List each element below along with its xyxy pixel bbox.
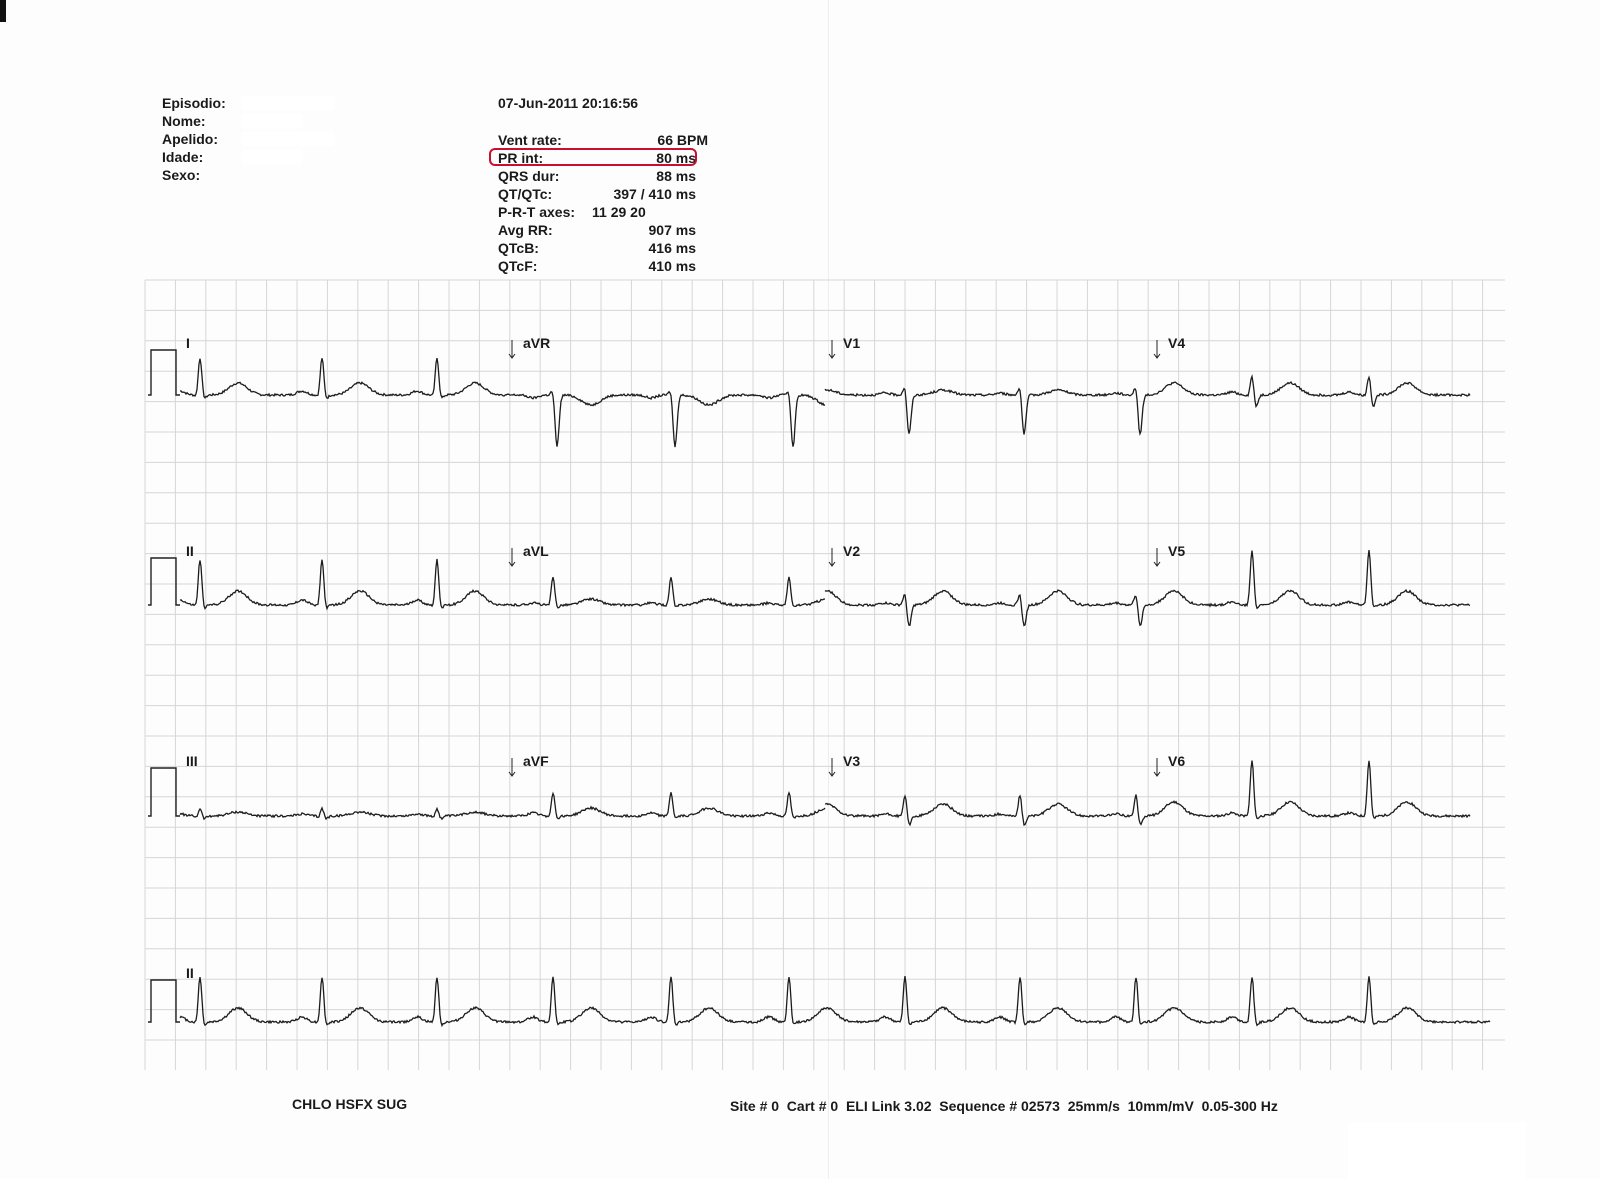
measurement-row-qtcb bbox=[498, 239, 708, 257]
redacted-field bbox=[242, 132, 334, 146]
lead-switch-marker bbox=[829, 340, 835, 358]
age-label: Idade: bbox=[162, 149, 204, 165]
measurement-value: 11 29 20 bbox=[592, 204, 646, 220]
ecg-traces bbox=[148, 350, 1490, 1026]
measurement-row-axes bbox=[498, 203, 708, 221]
lead-label: II bbox=[186, 543, 194, 559]
ecg-trace-avl bbox=[505, 577, 825, 608]
patient-row-name bbox=[162, 112, 334, 130]
pr-interval-highlight bbox=[489, 148, 697, 166]
measurement-label: PR int: bbox=[498, 150, 544, 166]
patient-row-sex bbox=[162, 166, 334, 184]
redacted-field bbox=[242, 114, 302, 128]
sex-label: Sexo: bbox=[162, 167, 201, 183]
measurement-row-qrs-dur bbox=[498, 167, 708, 185]
measurement-label: QTcB: bbox=[498, 240, 539, 256]
patient-row-surname bbox=[162, 130, 334, 148]
measurement-row-qtcf bbox=[498, 257, 708, 275]
measurement-value: 80 ms bbox=[656, 150, 696, 166]
ecg-trace-v2 bbox=[825, 590, 1150, 625]
lead-switch-marker bbox=[1154, 758, 1160, 776]
measurement-row-vent-rate bbox=[498, 131, 708, 149]
measurement-label: QTcF: bbox=[498, 258, 538, 274]
name-label: Nome: bbox=[162, 113, 206, 129]
lead-label: V4 bbox=[1168, 335, 1186, 351]
ecg-trace-avf bbox=[505, 792, 825, 818]
lead-switch-marker bbox=[1154, 548, 1160, 566]
surname-label: Apelido: bbox=[162, 131, 218, 147]
ecg-trace-avr bbox=[505, 392, 825, 447]
measurement-value: 66 BPM bbox=[657, 132, 708, 148]
measurement-label: P-R-T axes: bbox=[498, 204, 576, 220]
measurement-value: 88 ms bbox=[656, 168, 696, 184]
redacted-field bbox=[242, 150, 302, 164]
institution-label: CHLO HSFX SUG bbox=[292, 1096, 408, 1112]
lead-label: V1 bbox=[843, 335, 861, 351]
measurement-label: QRS dur: bbox=[498, 168, 560, 184]
ecg-trace-v3 bbox=[825, 795, 1150, 826]
measurement-row-avg-rr bbox=[498, 221, 708, 239]
ecg-trace-i bbox=[180, 358, 505, 398]
measurement-row-qt-qtc bbox=[498, 185, 708, 203]
ecg-grid bbox=[145, 280, 1505, 1070]
measurement-value: 397 / 410 ms bbox=[613, 186, 696, 202]
lead-label: aVR bbox=[523, 335, 551, 351]
lead-switch-marker bbox=[829, 758, 835, 776]
lead-label: V5 bbox=[1168, 543, 1186, 559]
redacted-field bbox=[242, 96, 334, 110]
episode-label: Episodio: bbox=[162, 95, 226, 111]
lead-label: aVF bbox=[523, 753, 549, 769]
measurement-value: 416 ms bbox=[648, 240, 696, 256]
measurement-label: Avg RR: bbox=[498, 222, 553, 238]
ecg-trace-v1 bbox=[825, 389, 1150, 435]
lead-label: V2 bbox=[843, 543, 861, 559]
recording-datetime: 07-Jun-2011 20:16:56 bbox=[498, 95, 639, 111]
measurement-label: Vent rate: bbox=[498, 132, 562, 148]
device-info: Site # 0 Cart # 0 ELI Link 3.02 Sequence # 02573 25mm/s 10mm/mV 0.05-300 Hz bbox=[730, 1098, 1278, 1114]
lead-label: V6 bbox=[1168, 753, 1186, 769]
patient-row-age bbox=[162, 148, 334, 166]
redacted-patch bbox=[1348, 1122, 1526, 1179]
lead-switch-marker bbox=[829, 548, 835, 566]
ecg-trace-iii bbox=[180, 808, 505, 819]
ecg-trace-ii bbox=[180, 976, 1490, 1025]
measurement-value: 907 ms bbox=[648, 222, 696, 238]
measurement-value: 410 ms bbox=[648, 258, 696, 274]
lead-label: III bbox=[186, 753, 198, 769]
patient-row-episode bbox=[162, 94, 334, 112]
patient-info bbox=[162, 94, 334, 184]
lead-label: I bbox=[186, 335, 190, 351]
lead-label: V3 bbox=[843, 753, 861, 769]
lead-switch-marker bbox=[1154, 340, 1160, 358]
lead-label: II bbox=[186, 965, 194, 981]
measurement-label: QT/QTc: bbox=[498, 186, 553, 202]
lead-label: aVL bbox=[523, 543, 549, 559]
